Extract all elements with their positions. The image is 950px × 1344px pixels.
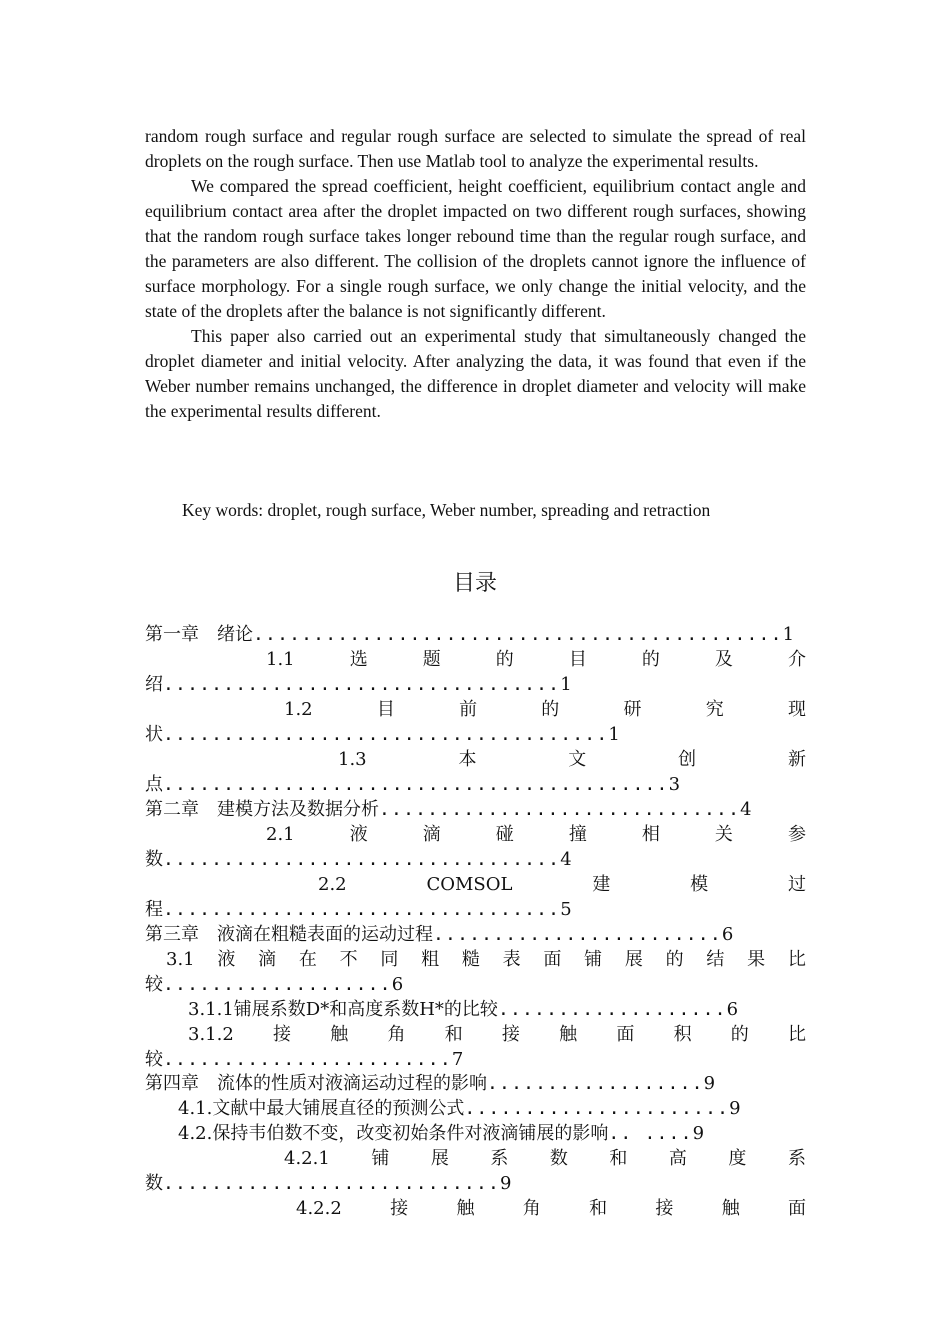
toc-entry-3-1-2	[188, 1022, 806, 1047]
toc-entry-word: 和	[609, 1148, 628, 1169]
abstract-paragraph-1: random rough surface and regular rough surface are selected to simulate the spread of real droplets on the rough surface. Then use Matlab tool to analyze the experimental results.	[145, 126, 806, 171]
toc-page-number: 9	[729, 1098, 741, 1119]
toc-entry-word: 不	[339, 949, 358, 970]
toc-entry-word: 触	[721, 1198, 740, 1219]
toc-entry-4-2-1	[284, 1146, 806, 1171]
toc-page-number: 6	[726, 999, 739, 1020]
toc-entry-2-2-continued	[145, 897, 806, 922]
toc-entry-word: 面	[616, 1024, 635, 1045]
toc-entry-word: 液	[217, 949, 236, 970]
toc-entry-label: 较	[145, 974, 163, 995]
toc-entry-word: 的	[541, 699, 560, 720]
toc-entry-4-2-1-continued	[145, 1171, 806, 1196]
toc-entry-word: 数	[549, 1148, 568, 1169]
toc-leader-dots: ...................	[497, 999, 727, 1020]
toc-entry-word: 结	[706, 949, 725, 970]
toc-entry-word: 展	[624, 949, 643, 970]
toc-entry-word: 和	[589, 1198, 608, 1219]
toc-entry-word: 模	[690, 874, 709, 895]
toc-leader-dots: ..............................	[379, 799, 741, 820]
toc-entry-word: 建	[592, 874, 611, 895]
toc-entry-word: 3.1.2	[188, 1024, 234, 1045]
toc-leader-dots: ..........................................	[163, 774, 669, 795]
toc-entry-word: 滴	[422, 824, 441, 845]
toc-entry-label: 第三章 液滴在粗糙表面的运动过程	[145, 924, 433, 945]
toc-entry-word: 比	[788, 1024, 806, 1045]
toc-entry-word: 3.1	[166, 949, 195, 970]
toc-entry-label: 点	[145, 774, 163, 795]
toc-entry-1-1-continued	[145, 672, 806, 697]
toc-entry-label: 程	[145, 899, 163, 920]
toc-entry-word: 铺	[371, 1148, 390, 1169]
toc-entry-3-1-continued	[145, 972, 806, 997]
toc-entry-label: 绍	[145, 674, 163, 695]
toc-entry-4-2	[178, 1121, 806, 1146]
toc-entry-label: 数	[145, 1173, 163, 1194]
abstract-paragraph-2: We compared the spread coefficient, height coefficient, equilibrium contact angle and equilibrium contact area after the droplet impacted on two different rough surfaces, showing that the random rough surface takes longer rebound time than the regular rough surface, and the parameters are also different. The collision of the droplets cannot ignore the influence of surface morphology. For a single rough surface, we only change the initial velocity, and the state of the droplets after the balance is not significantly different.	[145, 176, 806, 321]
toc-entry-word: 的	[730, 1024, 749, 1045]
toc-page-number: 1	[608, 724, 620, 745]
toc-entry-word: 相	[641, 824, 660, 845]
toc-page-number: 7	[451, 1049, 464, 1070]
toc-entry-word: 1.1	[266, 649, 295, 670]
toc-entry-chapter-4	[145, 1071, 806, 1096]
toc-leader-dots: .. ....	[608, 1123, 693, 1144]
toc-page-number: 9	[692, 1123, 705, 1144]
toc-leader-dots: .....................................	[163, 724, 609, 745]
toc-leader-dots: ........................	[433, 924, 722, 945]
toc-leader-dots: ...................	[163, 974, 392, 995]
toc-page-number: 9	[500, 1173, 512, 1194]
toc-entry-word: 参	[787, 824, 806, 845]
toc-entry-word: 选	[349, 649, 368, 670]
toc-entry-word: 接	[273, 1024, 292, 1045]
toc-entry-word: 在	[298, 949, 317, 970]
toc-entry-word: 触	[559, 1024, 578, 1045]
toc-entry-word: 的	[495, 649, 514, 670]
toc-page-number: 9	[703, 1073, 716, 1094]
toc-entry-word: 触	[330, 1024, 349, 1045]
toc-entry-word: 展	[430, 1148, 449, 1169]
toc-title: 目录	[452, 571, 497, 596]
toc-entry-word: 角	[387, 1024, 406, 1045]
toc-entry-word: 碰	[495, 824, 514, 845]
toc-entry-chapter-2	[145, 797, 806, 822]
toc-entry-word: 和	[444, 1024, 463, 1045]
toc-leader-dots: ............................	[163, 1173, 501, 1194]
toc-entry-word: 题	[422, 649, 441, 670]
toc-leader-dots: ............................................	[253, 624, 783, 645]
toc-leader-dots: .................................	[163, 674, 561, 695]
toc-entry-1-1	[266, 647, 806, 672]
toc-entry-label: 4.2.保持韦伯数不变，改变初始条件对液滴铺展的影响	[178, 1123, 609, 1144]
toc-entry-word: 2.1	[266, 824, 295, 845]
toc-entry-label: 第一章 绪论	[145, 624, 253, 645]
toc-entry-chapter-1	[145, 622, 806, 647]
toc-entry-chapter-3	[145, 922, 806, 947]
toc-entry-word: 介	[787, 649, 806, 670]
toc-entry-word: 研	[623, 699, 642, 720]
toc-entry-label: 第四章 流体的性质对液滴运动过程的影响	[145, 1073, 487, 1094]
toc-entry-word: 表	[502, 949, 521, 970]
toc-entry-word: 的	[665, 949, 684, 970]
toc-entry-word: 高	[668, 1148, 687, 1169]
toc-entry-word: 1.2	[284, 699, 313, 720]
toc-entry-word: 关	[714, 824, 733, 845]
toc-entry-word: 前	[459, 699, 478, 720]
toc-page-number: 5	[560, 899, 572, 920]
toc-entry-word: 接	[655, 1198, 674, 1219]
toc-entry-word: 新	[787, 749, 806, 770]
toc-entry-word: 系	[490, 1148, 509, 1169]
toc-entry-2-1	[266, 822, 806, 847]
toc-leader-dots: ........................	[163, 1049, 452, 1070]
toc-entry-4-2-2	[296, 1196, 806, 1221]
toc-entry-word: COMSOL	[426, 874, 513, 895]
toc-entry-2-2	[318, 872, 806, 897]
toc-entry-3-1-2-continued	[145, 1047, 806, 1072]
toc-page-number: 1	[560, 674, 572, 695]
toc-entry-label: 第二章 建模方法及数据分析	[145, 799, 379, 820]
toc-entry-word: 现	[787, 699, 806, 720]
toc-entry-label: 状	[145, 724, 163, 745]
toc-entry-word: 同	[380, 949, 399, 970]
toc-entry-word: 面	[543, 949, 562, 970]
toc-entry-word: 过	[787, 874, 806, 895]
toc-entry-word: 接	[501, 1024, 520, 1045]
toc-entry-1-2-continued	[145, 722, 806, 747]
toc-entry-word: 撞	[568, 824, 587, 845]
toc-entry-2-1-continued	[145, 847, 806, 872]
toc-leader-dots: .................................	[163, 849, 561, 870]
toc-entry-word: 粗	[421, 949, 440, 970]
toc-entry-1-2	[284, 697, 806, 722]
toc-entry-word: 面	[788, 1198, 806, 1219]
toc-entry-word: 创	[678, 749, 697, 770]
toc-page-number: 4	[740, 799, 752, 820]
toc-entry-word: 系	[787, 1148, 806, 1169]
toc-entry-word: 2.2	[318, 874, 347, 895]
toc-entry-word: 的	[641, 649, 660, 670]
toc-entry-word: 果	[747, 949, 766, 970]
toc-entry-word: 4.2.1	[284, 1148, 330, 1169]
toc-entry-label: 3.1.1铺展系数D*和高度系数H*的比较	[188, 999, 498, 1020]
toc-page-number: 3	[668, 774, 681, 795]
toc-page-number: 6	[721, 924, 734, 945]
toc-entry-1-3	[338, 747, 806, 772]
toc-entry-word: 目	[568, 649, 587, 670]
toc-leader-dots: ......................	[464, 1098, 730, 1119]
toc-entry-word: 接	[390, 1198, 409, 1219]
keywords-line: Key words: droplet, rough surface, Weber number, spreading and retraction	[182, 500, 711, 520]
abstract-text	[145, 124, 806, 424]
toc-entry-word: 滴	[258, 949, 277, 970]
toc-entry-3-1-1	[188, 997, 806, 1022]
toc-page-number: 1	[782, 624, 795, 645]
toc-entry-word: 本	[458, 749, 477, 770]
toc-entry-word: 糙	[461, 949, 480, 970]
toc-leader-dots: ..................	[487, 1073, 704, 1094]
toc-entry-word: 1.3	[338, 749, 367, 770]
toc-entry-label: 较	[145, 1049, 163, 1070]
toc-entry-word: 比	[787, 949, 806, 970]
toc-entry-1-3-continued	[145, 772, 806, 797]
toc-entry-word: 铺	[584, 949, 603, 970]
toc-entry-word: 角	[522, 1198, 541, 1219]
toc-entry-label: 4.1.文献中最大铺展直径的预测公式	[178, 1098, 465, 1119]
toc-entry-word: 触	[456, 1198, 475, 1219]
toc-entry-3-1	[166, 947, 806, 972]
toc-entry-word: 积	[673, 1024, 692, 1045]
toc-entry-word: 液	[349, 824, 368, 845]
toc-entry-4-1	[178, 1096, 806, 1121]
toc-entry-word: 及	[714, 649, 733, 670]
toc-entry-word: 度	[728, 1148, 747, 1169]
toc-entry-word: 究	[705, 699, 724, 720]
toc-entry-word: 目	[376, 699, 395, 720]
toc-entry-label: 数	[145, 849, 163, 870]
toc-entry-word: 文	[568, 749, 587, 770]
toc-page-number: 6	[391, 974, 404, 995]
abstract-paragraph-3: This paper also carried out an experimental study that simultaneously changed the droplet diameter and initial velocity. After analyzing the data, it was found that even if the Weber number remains unchanged, the difference in droplet diameter and velocity will make the experimental results different.	[145, 326, 806, 421]
toc-entry-word: 4.2.2	[296, 1198, 342, 1219]
toc-leader-dots: .................................	[163, 899, 561, 920]
toc-page-number: 4	[560, 849, 572, 870]
